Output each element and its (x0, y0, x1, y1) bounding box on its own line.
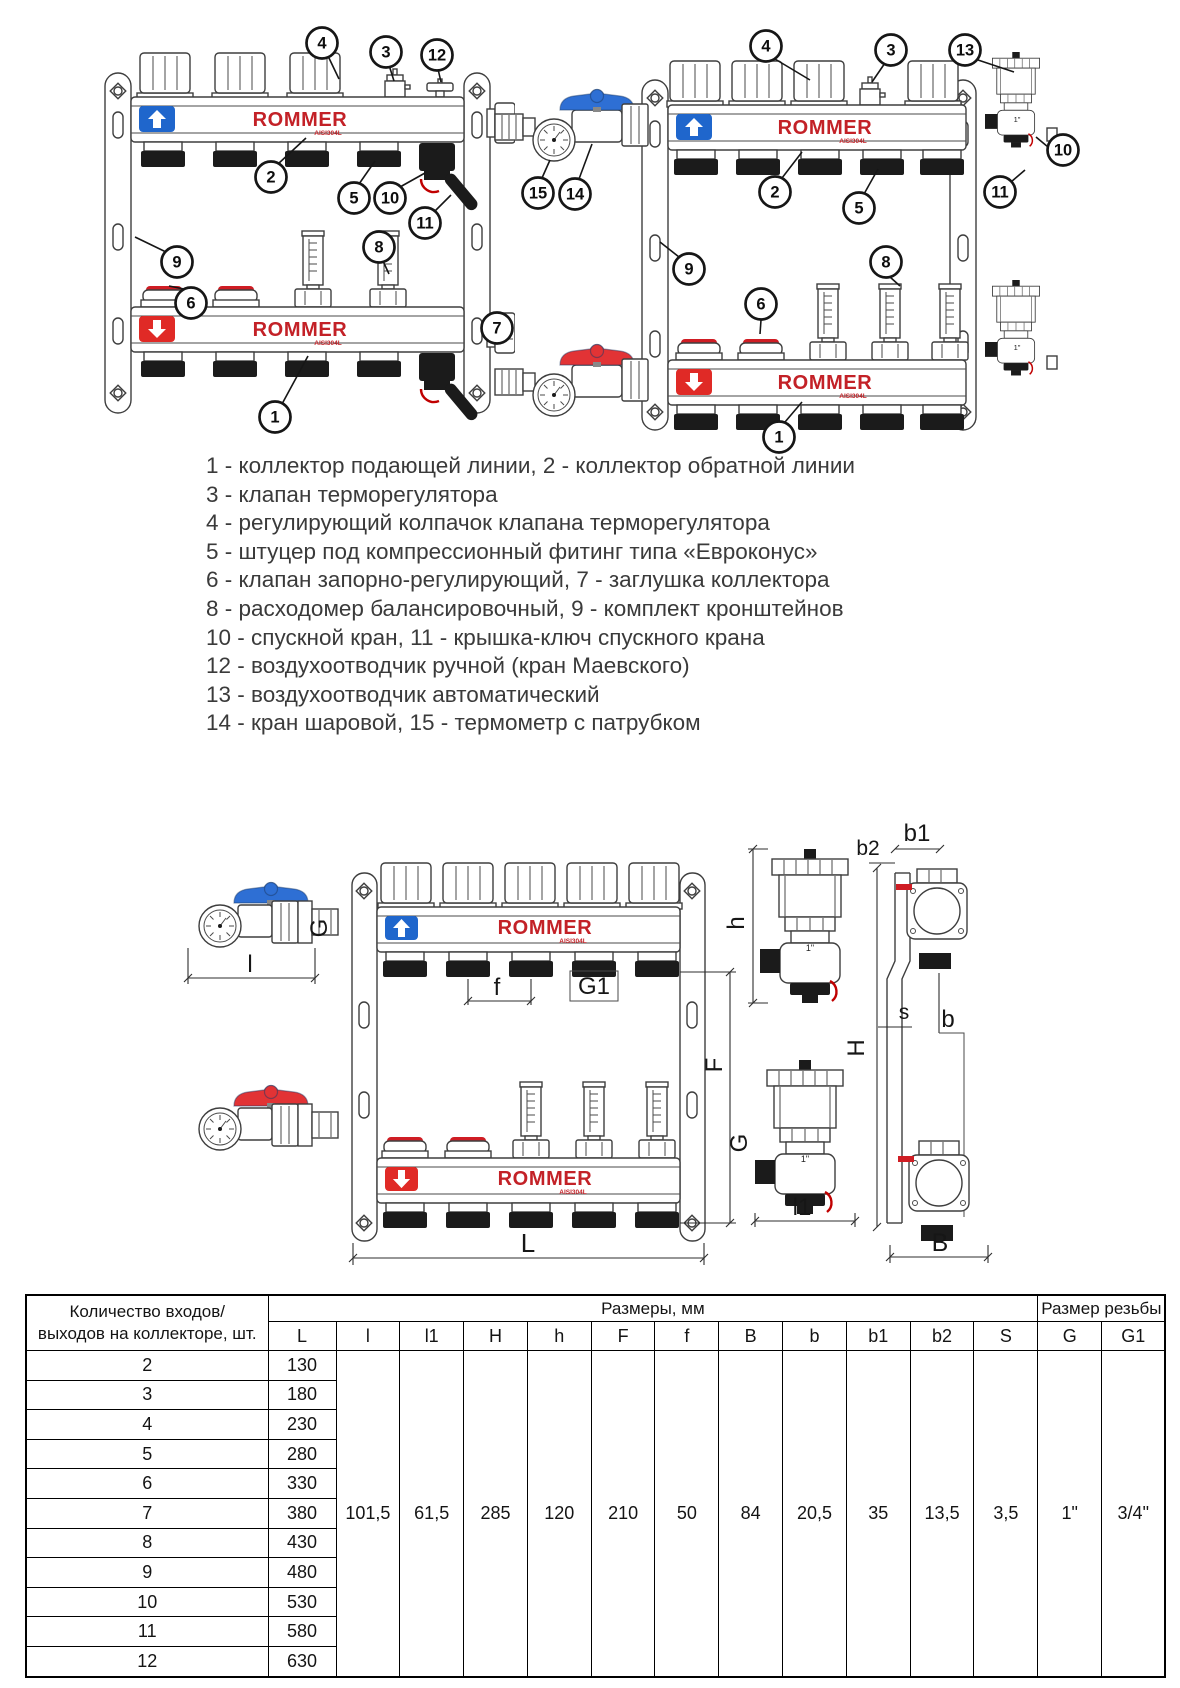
svg-text:1: 1 (774, 428, 784, 447)
svg-text:9: 9 (172, 253, 182, 272)
brand-sub: AISI304L (839, 393, 867, 400)
cell-L: 630 (268, 1646, 336, 1676)
air-vent-detail-top (723, 845, 848, 1007)
dim-label-h: h (723, 916, 750, 930)
svg-text:4: 4 (317, 34, 327, 53)
brand-logo: ROMMER (497, 1168, 593, 1190)
callout-8 (871, 247, 902, 278)
brand-sub: AISI304L (559, 938, 587, 945)
dim-label-b1: b1 (903, 820, 931, 847)
legend-line: 6 - клапан запорно-регулирующий, 7 - заглушка коллектора (206, 567, 830, 593)
svg-text:8: 8 (881, 253, 891, 272)
callout-14 (560, 179, 591, 210)
col-header: S (974, 1322, 1038, 1351)
callout-15 (523, 178, 554, 209)
cell-L: 530 (268, 1587, 336, 1617)
callout-10 (375, 183, 406, 214)
legend (206, 452, 986, 738)
spec-table (25, 1294, 1166, 1678)
cell-L: 480 (268, 1558, 336, 1588)
legend-line: 12 - воздухоотводчик ручной (кран Маевского) (206, 653, 690, 679)
cell-shared-G: 1" (1038, 1351, 1102, 1677)
callout-1 (764, 422, 795, 453)
svg-text:2: 2 (770, 183, 780, 202)
thermometer-icon (533, 374, 575, 416)
callout-2 (256, 162, 287, 193)
cell-count: 8 (26, 1528, 268, 1558)
dim-label-f: f (493, 974, 501, 1001)
flow-direction-down-icon (676, 369, 712, 395)
legend-line: 5 - штуцер под компрессионный фитинг типа «Евроконус» (206, 538, 818, 564)
cell-L: 580 (268, 1617, 336, 1647)
svg-text:3: 3 (381, 43, 391, 62)
diagram-manifold-left (95, 25, 515, 437)
callout-10 (1048, 135, 1079, 166)
cell-L: 430 (268, 1528, 336, 1558)
dim-label-G1: G1 (577, 973, 611, 1000)
callout-3 (371, 37, 402, 68)
col-header: b1 (846, 1322, 910, 1351)
size-mark: 1" (1013, 115, 1021, 124)
brand-sub: AISI304L (314, 130, 342, 137)
ball-valve-detail-return (199, 1086, 338, 1151)
cell-L: 230 (268, 1410, 336, 1440)
cell-shared-b1: 35 (846, 1351, 910, 1677)
callout-13 (950, 35, 981, 66)
supply-manifold-body (131, 53, 515, 213)
dim-label-F: F (701, 1057, 728, 1073)
cell-shared-S: 3,5 (974, 1351, 1038, 1677)
legend-line: 8 - расходомер балансировочный, 9 - комплект кронштейнов (206, 595, 844, 621)
svg-text:15: 15 (528, 184, 548, 203)
thermometer-icon (199, 905, 241, 947)
svg-text:14: 14 (565, 185, 585, 204)
col-header: l (336, 1322, 400, 1351)
callout-5 (844, 193, 875, 224)
cell-count: 4 (26, 1410, 268, 1440)
col-header: b (783, 1322, 847, 1351)
legend-line: 1 - коллектор подающей линии, 2 - коллектор обратной линии (206, 453, 855, 478)
group-header-thread: Размер резьбы (1038, 1295, 1166, 1322)
size-mark: 1" (805, 943, 815, 953)
brand-logo: ROMMER (777, 372, 873, 394)
drain-valve-side-icon (907, 869, 967, 939)
col-header: G (1038, 1322, 1102, 1351)
dim-label-G: G (726, 1133, 753, 1153)
brand-logo: ROMMER (777, 117, 873, 139)
svg-text:2: 2 (266, 168, 276, 187)
drain-valve-side-icon (909, 1141, 969, 1211)
cell-count: 9 (26, 1558, 268, 1588)
flow-direction-up-icon (139, 106, 175, 132)
ball-valve-detail-supply (184, 883, 338, 985)
air-vent-detail-bottom (726, 1060, 859, 1227)
col-header: H (464, 1322, 528, 1351)
cell-shared-f: 50 (655, 1351, 719, 1677)
cell-shared-b: 20,5 (783, 1351, 847, 1677)
col-header: h (527, 1322, 591, 1351)
svg-text:11: 11 (991, 183, 1009, 202)
brand-logo: ROMMER (252, 319, 348, 341)
cell-count: 10 (26, 1587, 268, 1617)
table-row (26, 1351, 1165, 1381)
cell-count: 3 (26, 1380, 268, 1410)
cell-shared-b2: 13,5 (910, 1351, 974, 1677)
flow-direction-up-icon (676, 114, 712, 140)
col-header: B (719, 1322, 783, 1351)
cell-count: 12 (26, 1646, 268, 1676)
callout-9 (674, 254, 705, 285)
col-header: L (268, 1322, 336, 1351)
callout-6 (746, 289, 777, 320)
brand-sub: AISI304L (839, 138, 867, 145)
dim-label-b: b (941, 1006, 955, 1033)
cell-shared-l1: 61,5 (400, 1351, 464, 1677)
manual-air-vent-icon (427, 79, 453, 97)
cell-L: 380 (268, 1498, 336, 1528)
cell-count: 5 (26, 1439, 268, 1469)
diagram-manifold-right (480, 22, 1100, 462)
callout-1 (260, 402, 291, 433)
col-header-inputs: Количество входов/выходов на коллекторе, шт. (26, 1295, 268, 1351)
svg-text:5: 5 (854, 199, 864, 218)
dim-label-G: G (306, 918, 333, 938)
svg-text:10: 10 (380, 189, 400, 208)
cell-count: 6 (26, 1469, 268, 1499)
dim-label-s: s (898, 1001, 910, 1024)
cell-L: 330 (268, 1469, 336, 1499)
dim-label-H: H (843, 1039, 870, 1057)
svg-text:9: 9 (684, 260, 694, 279)
cell-L: 180 (268, 1380, 336, 1410)
cell-L: 130 (268, 1351, 336, 1381)
legend-line: 3 - клапан терморегулятора (206, 481, 498, 507)
manifold-front-view (349, 863, 736, 1265)
flow-direction-down-icon (139, 316, 175, 342)
cell-shared-B: 84 (719, 1351, 783, 1677)
supply-manifold-body (667, 61, 966, 175)
cell-shared-h: 120 (527, 1351, 591, 1677)
return-ball-valve (495, 345, 648, 417)
thermometer-icon (533, 119, 575, 161)
callout-11 (410, 208, 441, 239)
svg-text:12: 12 (427, 46, 447, 65)
dim-label-l1: l1 (792, 1194, 812, 1221)
brand-sub: AISI304L (314, 340, 342, 347)
callout-4 (751, 31, 782, 62)
cell-shared-G1: 3/4" (1102, 1351, 1166, 1677)
dim-label-l: l (247, 951, 253, 978)
brand-sub: AISI304L (559, 1189, 587, 1196)
col-header: l1 (400, 1322, 464, 1351)
size-mark: 1" (800, 1154, 810, 1164)
cell-shared-H: 285 (464, 1351, 528, 1677)
svg-text:6: 6 (756, 295, 766, 314)
svg-text:10: 10 (1053, 141, 1073, 160)
brand-logo: ROMMER (497, 917, 593, 939)
callout-9 (162, 247, 193, 278)
callout-6 (176, 288, 207, 319)
supply-ball-valve (495, 90, 648, 162)
callout-3 (876, 35, 907, 66)
svg-text:13: 13 (955, 41, 975, 60)
col-header: G1 (1102, 1322, 1166, 1351)
legend-line: 14 - кран шаровой, 15 - термометр с патрубком (206, 710, 701, 736)
col-header: F (591, 1322, 655, 1351)
svg-text:6: 6 (186, 294, 196, 313)
cell-count: 7 (26, 1498, 268, 1528)
svg-text:1: 1 (270, 408, 280, 427)
callout-8 (364, 232, 395, 263)
callout-12 (422, 40, 453, 71)
return-manifold-body (668, 284, 968, 430)
dim-label-b2: b2 (856, 837, 880, 860)
brand-logo: ROMMER (252, 109, 348, 131)
svg-text:8: 8 (374, 238, 384, 257)
cell-count: 11 (26, 1617, 268, 1647)
flow-direction-up-icon (385, 916, 418, 940)
cell-shared-l: 101,5 (336, 1351, 400, 1677)
col-header: b2 (910, 1322, 974, 1351)
svg-text:4: 4 (761, 37, 771, 56)
callout-11 (985, 177, 1016, 208)
flow-direction-down-icon (385, 1167, 418, 1191)
callout-4 (307, 28, 338, 59)
size-mark: 1" (1013, 343, 1021, 352)
col-header: f (655, 1322, 719, 1351)
cell-L: 280 (268, 1439, 336, 1469)
group-header-sizes: Размеры, мм (268, 1295, 1038, 1322)
dim-label-B: B (931, 1229, 949, 1257)
legend-line: 13 - воздухоотводчик автоматический (206, 681, 600, 707)
dim-label-L: L (520, 1228, 536, 1258)
svg-text:5: 5 (349, 189, 359, 208)
callout-5 (339, 183, 370, 214)
svg-text:3: 3 (886, 41, 896, 60)
bracket-side-view (843, 820, 992, 1263)
svg-text:11: 11 (416, 214, 434, 233)
svg-text:7: 7 (492, 319, 502, 338)
thermo-valve-icon (385, 69, 410, 97)
thermometer-icon (199, 1108, 241, 1150)
callout-2 (760, 177, 791, 208)
dimensional-drawing (150, 765, 1180, 1290)
air-vent-assembly-bottom (985, 280, 1057, 375)
cell-shared-F: 210 (591, 1351, 655, 1677)
legend-line: 4 - регулирующий колпачок клапана терморегулятора (206, 510, 770, 536)
cell-count: 2 (26, 1351, 268, 1381)
legend-line: 10 - спускной кран, 11 - крышка-ключ спускного крана (206, 624, 765, 650)
